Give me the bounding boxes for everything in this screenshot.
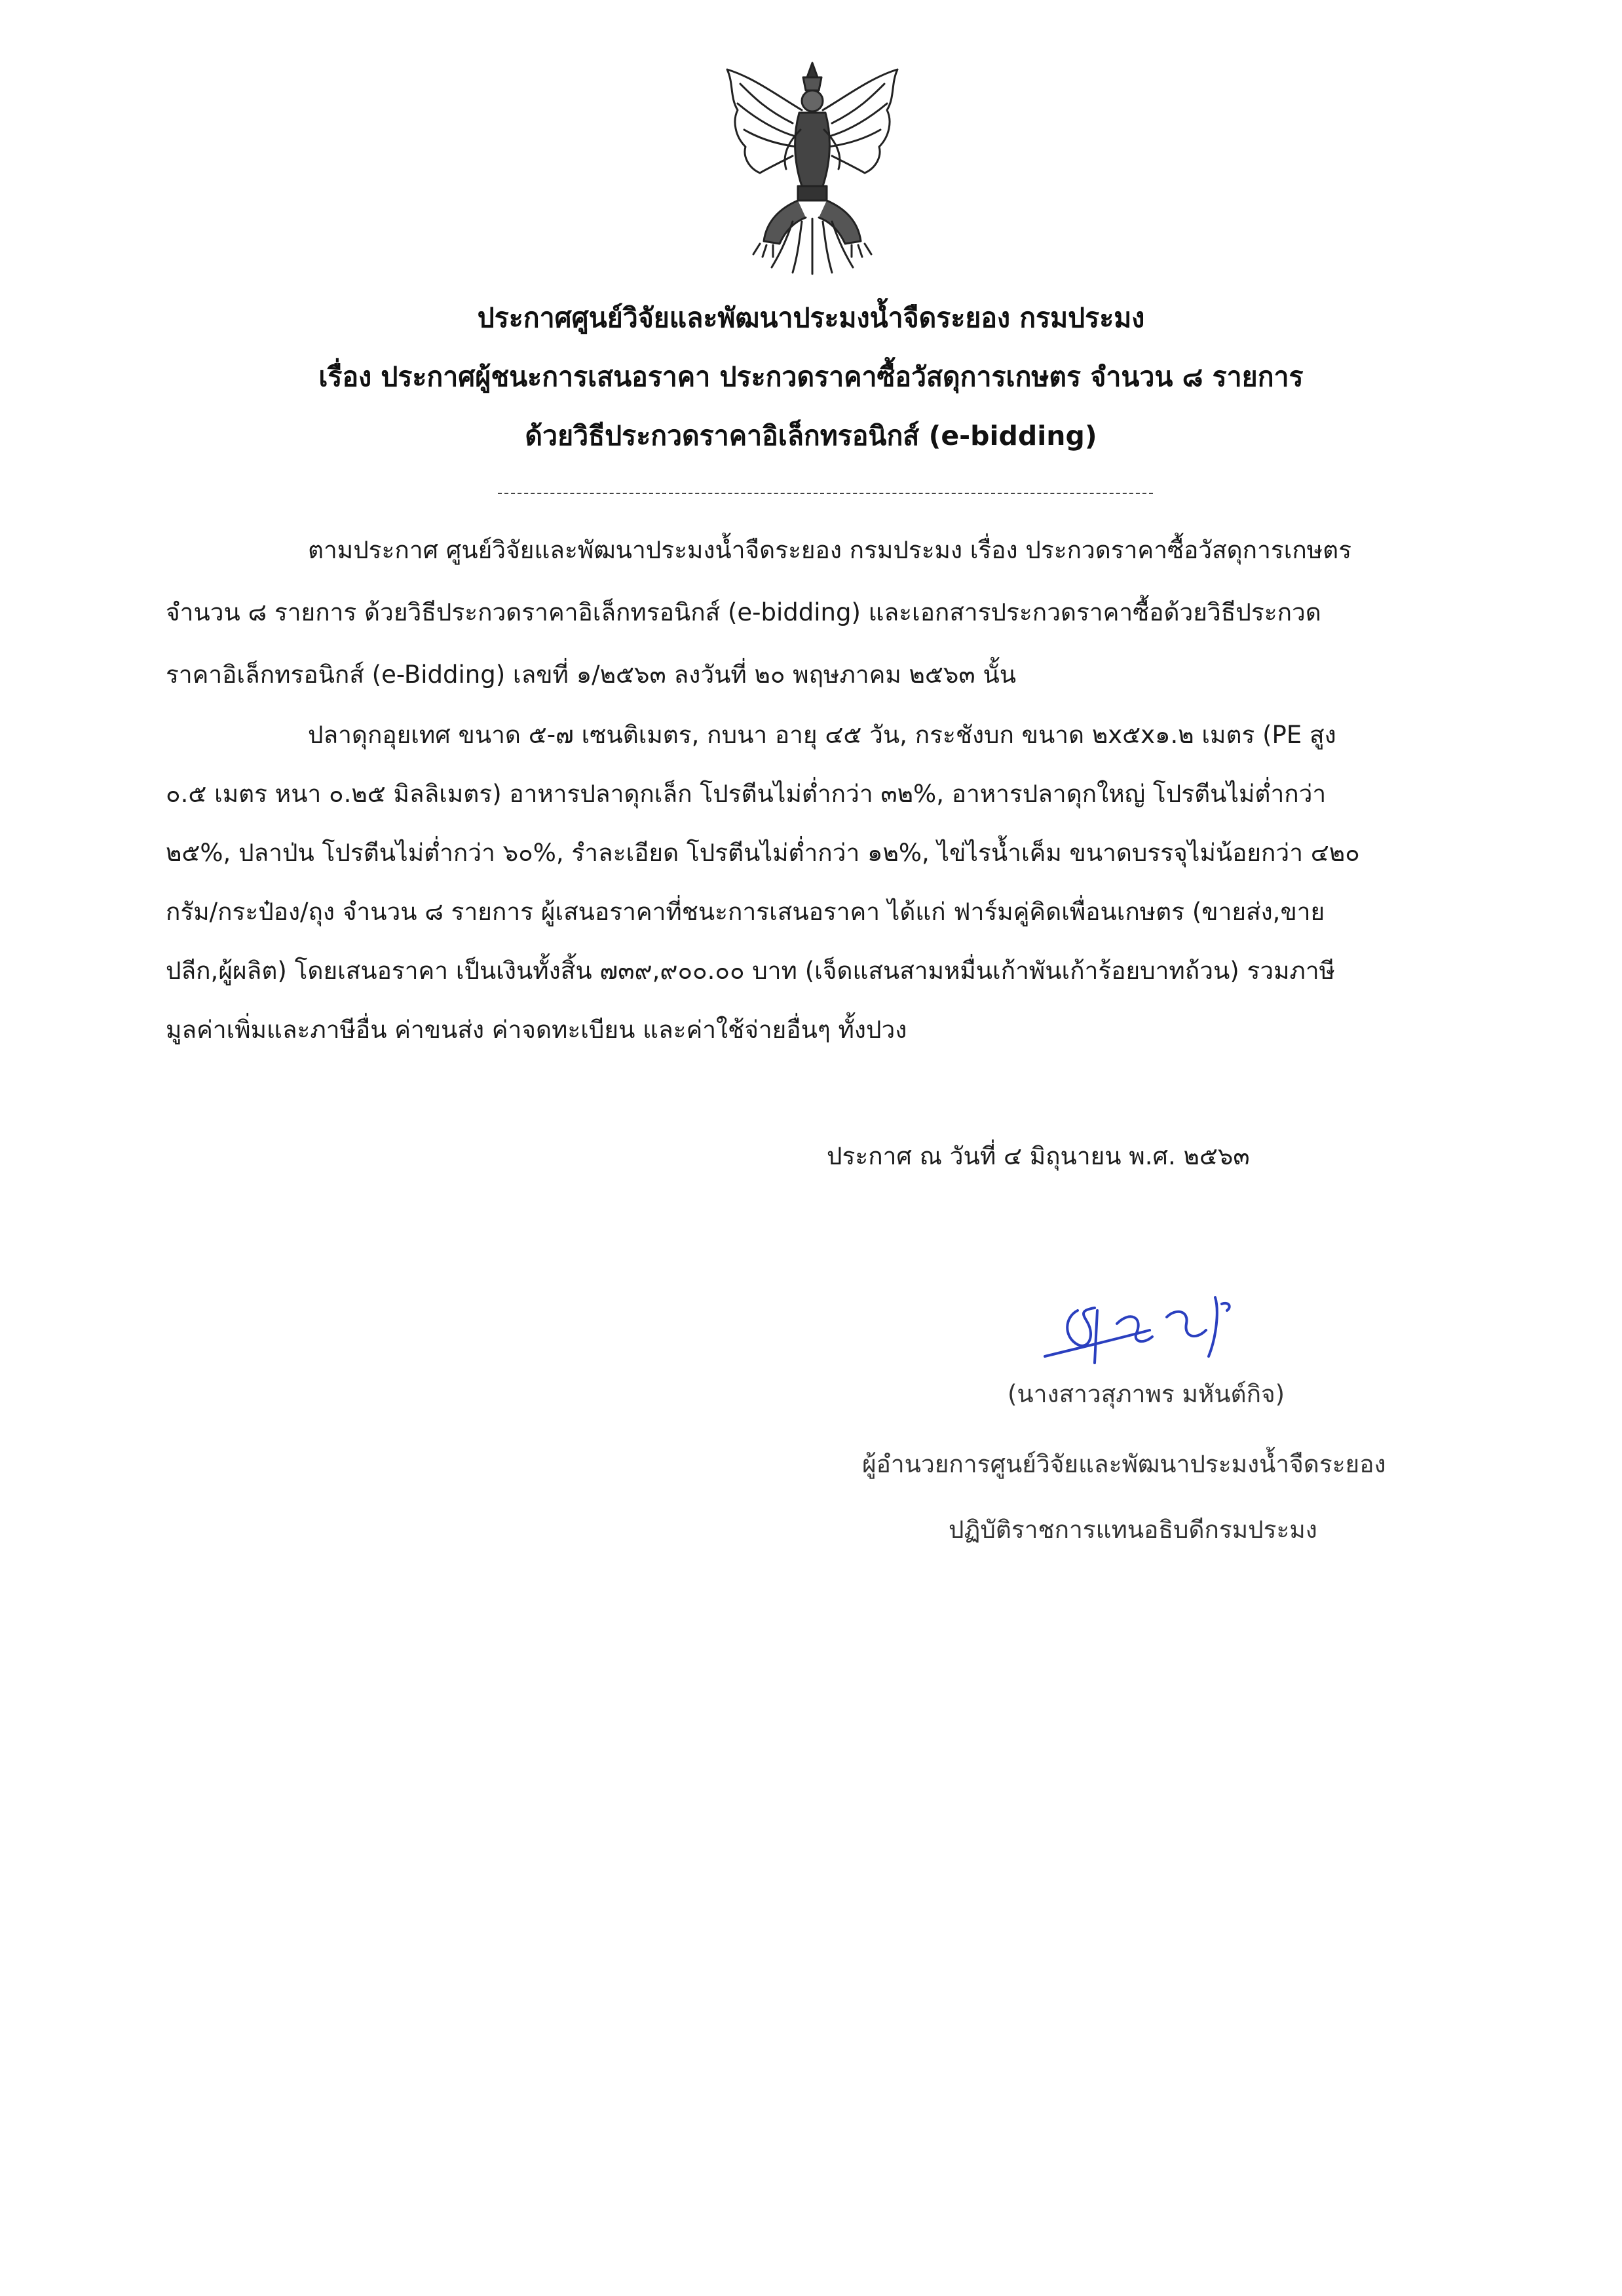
method-heading: ด้วยวิธีประกวดราคาอิเล็กทรอนิกส์ (e-bidding) — [525, 420, 1097, 451]
announce-date: ประกาศ ณ วันที่ ๔ มิถุนายน พ.ศ. ๒๕๖๓ — [827, 1142, 1250, 1170]
paragraph2-line: กรัม/กระป๋อง/ถุง จำนวน ๘ รายการ ผู้เสนอราคาที่ชนะการเสนอราคา ได้แก่ ฟาร์มคู่คิดเพื่อนเกษตร (ขายส่ง,ขาย — [166, 898, 1325, 926]
paragraph1-line: จำนวน ๘ รายการ ด้วยวิธีประกวดราคาอิเล็กทรอนิกส์ (e-bidding) และเอกสารประกวดราคาซื้อด้วยวิธีประกวด — [166, 598, 1321, 626]
paragraph2-line: มูลค่าเพิ่มและภาษีอื่น ค่าขนส่ง ค่าจดทะเบียน และค่าใช้จ่ายอื่นๆ ทั้งปวง — [166, 1016, 907, 1044]
paragraph1-line: ราคาอิเล็กทรอนิกส์ (e-Bidding) เลขที่ ๑/๒๕๖๓ ลงวันที่ ๒๐ พฤษภาคม ๒๕๖๓ นั้น — [166, 660, 1017, 689]
signer-position: ผู้อำนวยการศูนย์วิจัยและพัฒนาประมงน้ำจืดระยอง — [862, 1450, 1386, 1478]
separator-line — [498, 493, 1153, 494]
signature-icon — [1032, 1284, 1268, 1376]
signer-name: (นางสาวสุภาพร มหันต์กิจ) — [1008, 1380, 1285, 1408]
paragraph1-line: ตามประกาศ ศูนย์วิจัยและพัฒนาประมงน้ำจืดระยอง กรมประมง เรื่อง ประกวดราคาซื้อวัสดุการเกษตร — [308, 536, 1352, 564]
garuda-emblem-icon — [714, 58, 911, 280]
paragraph2-line: ๒๕%, ปลาป่น โปรตีนไม่ต่ำกว่า ๖๐%, รำละเอียด โปรตีนไม่ต่ำกว่า ๑๒%, ไข่ไรน้ำเค็ม ขนาดบรรจุไม่น้อยกว่า ๔๒๐ — [166, 839, 1360, 867]
subject-heading: เรื่อง ประกาศผู้ชนะการเสนอราคา ประกวดราคาซื้อวัสดุการเกษตร จำนวน ๘ รายการ — [318, 361, 1304, 392]
paragraph2-line: ปลีก,ผู้ผลิต) โดยเสนอราคา เป็นเงินทั้งสิ้น ๗๓๙,๙๐๐.๐๐ บาท (เจ็ดแสนสามหมื่นเก้าพันเก้าร้อยบาทถ้วน) รวมภาษี — [166, 957, 1336, 985]
signer-acting: ปฏิบัติราชการแทนอธิบดีกรมประมง — [949, 1516, 1317, 1544]
paragraph2-line: ปลาดุกอุยเทศ ขนาด ๕-๗ เซนติเมตร, กบนา อายุ ๔๕ วัน, กระชังบก ขนาด ๒x๕x๑.๒ เมตร (PE สูง — [308, 721, 1336, 749]
agency-heading: ประกาศศูนย์วิจัยและพัฒนาประมงน้ำจืดระยอง กรมประมง — [477, 302, 1145, 334]
paragraph2-line: ๐.๕ เมตร หนา ๐.๒๕ มิลลิเมตร) อาหารปลาดุกเล็ก โปรตีนไม่ต่ำกว่า ๓๒%, อาหารปลาดุกใหญ่ โปรตีนไม่ต่ำกว่า — [166, 780, 1327, 808]
